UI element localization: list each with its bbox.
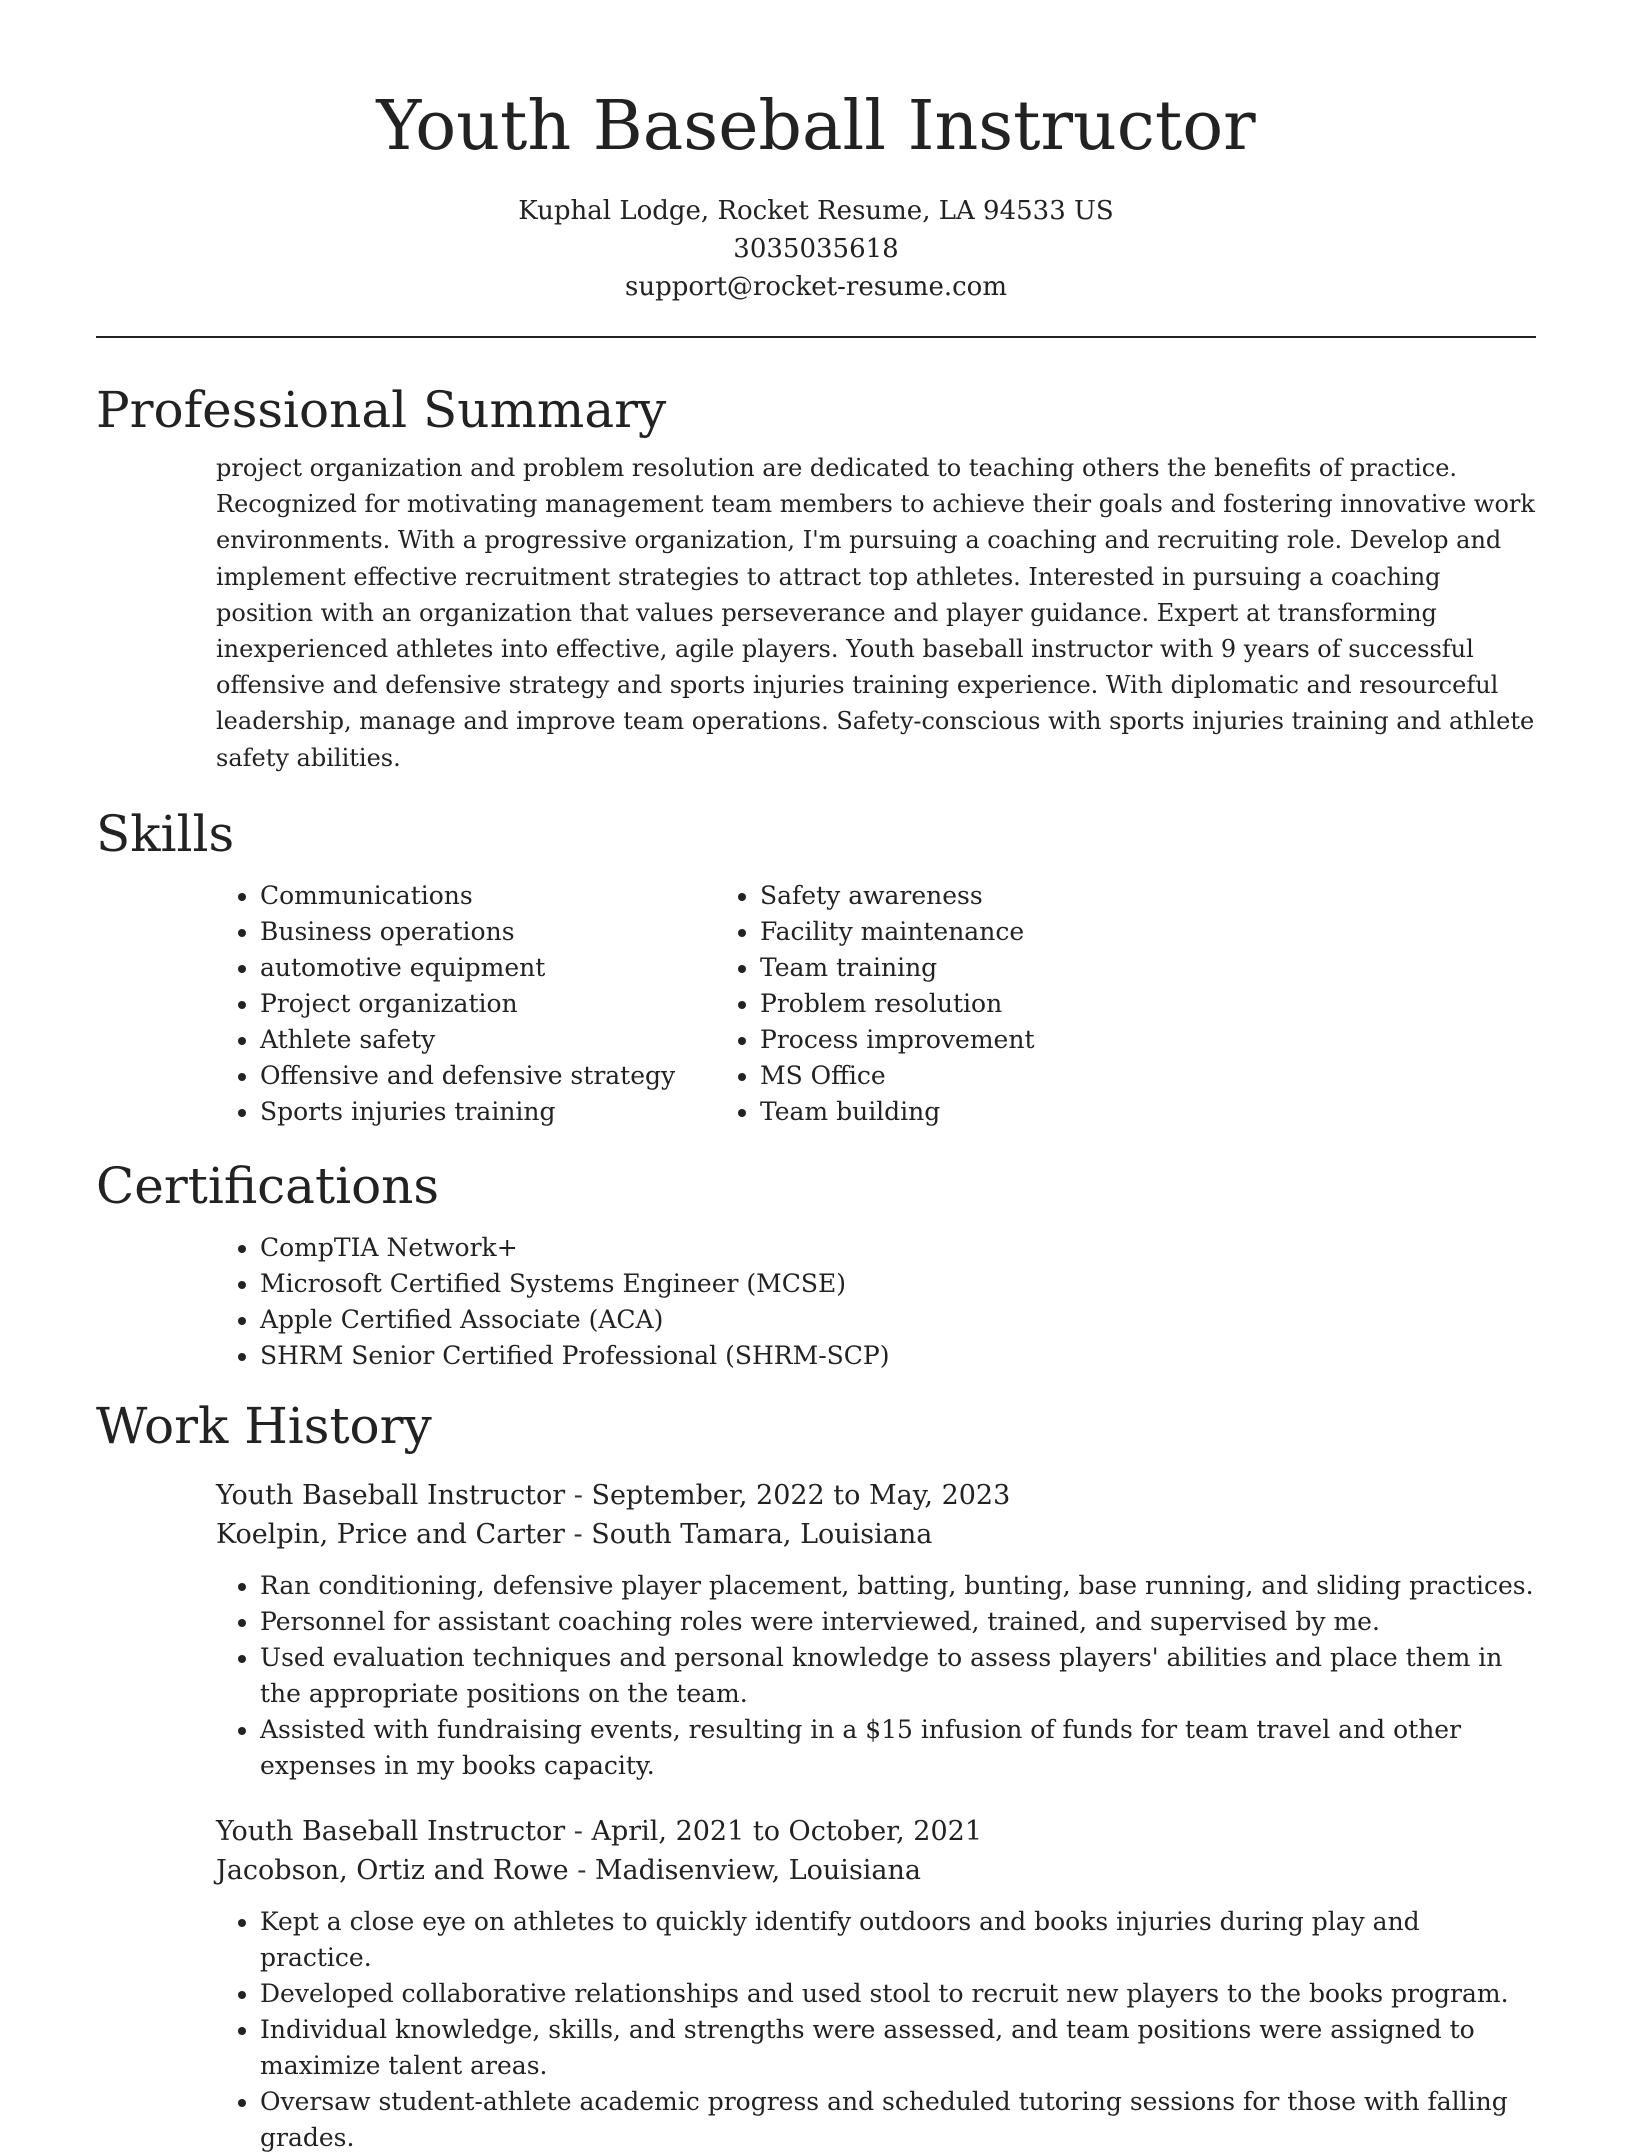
- skill-item: • automotive equipment: [260, 950, 746, 986]
- job-location: South Tamara, Louisiana: [591, 1518, 933, 1550]
- job-company-line: [216, 1515, 1536, 1554]
- candidate-name: Youth Baseball Instructor: [376, 87, 1256, 166]
- job-bullet: • Individual knowledge, skills, and strengths were assessed, and team positions were assigned to maximize talent areas.: [260, 2012, 1536, 2084]
- job-bullet: • Used evaluation techniques and personal knowledge to assess players' abilities and place them in the appropriate positions on the team.: [260, 1640, 1536, 1712]
- job-bullet: • Personnel for assistant coaching roles were interviewed, trained, and supervised by me.: [260, 1604, 1536, 1640]
- job-dates: April, 2021 to October, 2021: [591, 1815, 983, 1847]
- job-title-line: [216, 1476, 1536, 1515]
- job-bullet: • Kept a close eye on athletes to quickly identify outdoors and books injuries during play and practice.: [260, 1904, 1536, 1976]
- separator: -: [565, 1815, 592, 1847]
- skill-item: • Communications: [260, 878, 746, 914]
- certification-item: • Apple Certified Associate (ACA): [260, 1302, 1536, 1338]
- job-company: Jacobson, Ortiz and Rowe: [216, 1854, 569, 1886]
- job-location: Madisenview, Louisiana: [594, 1854, 922, 1886]
- skill-item: • Sports injuries training: [260, 1094, 746, 1130]
- job-bullets: [216, 1904, 1536, 2156]
- job-title-line: [216, 1812, 1536, 1851]
- header-divider: [96, 336, 1536, 338]
- separator: -: [568, 1854, 595, 1886]
- job-company-line: [216, 1851, 1536, 1890]
- phone-number: 3035035618: [733, 234, 899, 264]
- skill-item: • Safety awareness: [760, 878, 1360, 914]
- skill-item: • Project organization: [260, 986, 746, 1022]
- certification-item: • SHRM Senior Certified Professional (SHRM-SCP): [260, 1338, 1536, 1374]
- skills-columns: [96, 878, 1536, 1130]
- email-address: support@rocket-resume.com: [624, 272, 1007, 302]
- skill-item: • Team training: [760, 950, 1360, 986]
- work-history-section: [96, 1394, 1536, 2156]
- certifications-section: [96, 1154, 1536, 1374]
- skills-section: [96, 802, 1536, 1130]
- certification-item: • Microsoft Certified Systems Engineer (MCSE): [260, 1266, 1536, 1302]
- contact-block: [96, 192, 1536, 306]
- summary-section: [96, 378, 1536, 776]
- separator: -: [565, 1479, 592, 1511]
- address: Kuphal Lodge, Rocket Resume, LA 94533 US: [518, 196, 1114, 226]
- job-bullets: [216, 1568, 1536, 1784]
- skill-item: • Problem resolution: [760, 986, 1360, 1022]
- work-history-heading: Work History: [96, 1396, 432, 1455]
- job-entry: [216, 1476, 1536, 1784]
- certifications-list: [96, 1230, 1536, 1374]
- skill-item: • Offensive and defensive strategy: [260, 1058, 746, 1094]
- skill-item: • Process improvement: [760, 1022, 1360, 1058]
- skill-item: • MS Office: [760, 1058, 1360, 1094]
- summary-text: project organization and problem resolution are dedicated to teaching others the benefits of practice. Recognized for motivating management team members to achieve their goals and fostering innovative work environments. With a progressive organization, I'm pursuing a coaching and recruiting role. Develop and implement effective recruitment strategies to attract top athletes. Interested in pursuing a coaching position with an organization that values perseverance and player guidance. Expert at transforming inexperienced athletes into effective, agile players. Youth baseball instructor with 9 years of successful offensive and defensive strategy and sports injuries training experience. With diplomatic and resourceful leadership, manage and improve team operations. Safety-conscious with sports injuries training and athlete safety abilities.: [216, 454, 1535, 772]
- job-title: Youth Baseball Instructor: [216, 1815, 566, 1847]
- skills-heading: Skills: [96, 804, 235, 863]
- separator: -: [564, 1518, 592, 1550]
- certification-item: • CompTIA Network+: [260, 1230, 1536, 1266]
- job-bullet: • Oversaw student-athlete academic progress and scheduled tutoring sessions for those with falling grades.: [260, 2084, 1536, 2156]
- certifications-heading: Certifications: [96, 1156, 440, 1215]
- job-entry: [216, 1812, 1536, 2156]
- skill-item: • Team building: [760, 1094, 1360, 1130]
- job-bullet: • Developed collaborative relationships and used stool to recruit new players to the books program.: [260, 1976, 1536, 2012]
- job-dates: September, 2022 to May, 2023: [591, 1479, 1011, 1511]
- skills-list-right: [760, 878, 1360, 1130]
- summary-heading: Professional Summary: [96, 381, 667, 439]
- skill-item: • Facility maintenance: [760, 914, 1360, 950]
- resume-header: [96, 0, 1536, 306]
- skills-list-left: [96, 878, 746, 1130]
- job-company: Koelpin, Price and Carter: [216, 1518, 565, 1550]
- skill-item: • Business operations: [260, 914, 746, 950]
- job-bullet: • Ran conditioning, defensive player placement, batting, bunting, base running, and sliding practices.: [260, 1568, 1536, 1604]
- job-bullet: • Assisted with fundraising events, resulting in a $15 infusion of funds for team travel and other expenses in my books capacity.: [260, 1712, 1536, 1784]
- job-title: Youth Baseball Instructor: [216, 1479, 566, 1511]
- skill-item: • Athlete safety: [260, 1022, 746, 1058]
